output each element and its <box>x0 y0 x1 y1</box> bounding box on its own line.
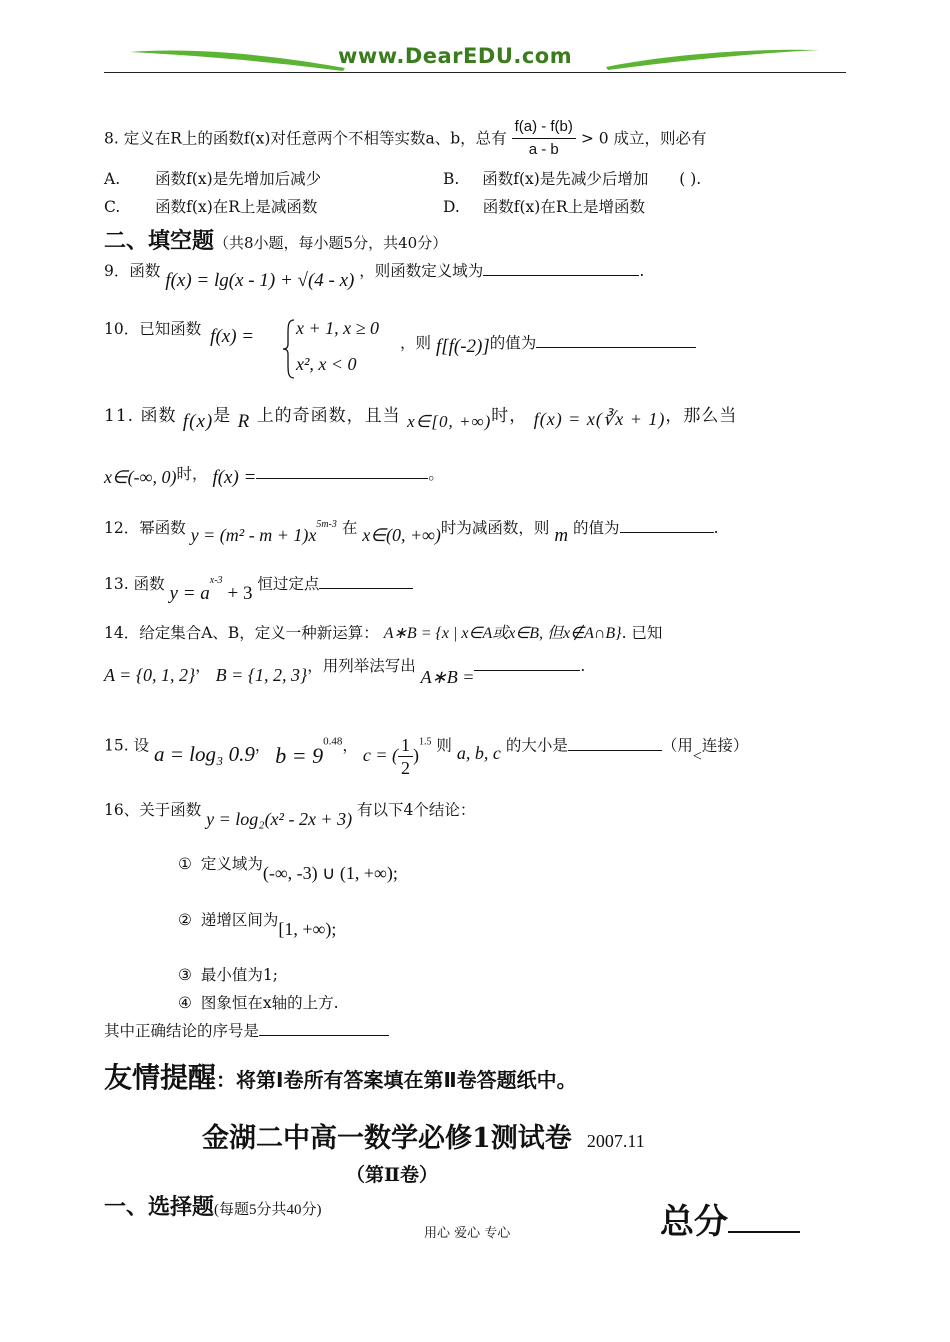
q12-t2: 时为减函数，则 <box>440 519 550 538</box>
total-score <box>660 1194 800 1243</box>
q14-end: . <box>580 657 586 675</box>
q11-t1: 是 <box>213 406 232 426</box>
q15-c-suffix: ) <box>412 744 419 765</box>
q14-set-a: A = {0, 1, 2} <box>104 665 196 685</box>
q9-answer-blank[interactable] <box>483 261 639 276</box>
q10-answer-blank[interactable] <box>536 333 696 348</box>
question-13 <box>104 570 413 605</box>
q9-suffix: ，则函数定义域为 <box>359 262 484 280</box>
q15-c-exponent: 1.5 <box>418 736 432 748</box>
q15-sep1: ， <box>254 736 271 755</box>
q8-fraction <box>512 116 576 161</box>
q13-answer-blank[interactable] <box>319 574 413 589</box>
q8-option-c-label: C. <box>104 198 121 216</box>
q12-exponent: 5m-3 <box>316 519 337 530</box>
q11-t3: 时， <box>491 406 528 426</box>
q11-t4: ，那么当 <box>665 406 738 426</box>
q13-suffix: 恒过定点 <box>257 575 320 594</box>
question-8 <box>104 116 707 161</box>
q14-expr: A∗B = <box>420 667 475 687</box>
paper-title: 金湖二中高一数学必修1测试卷 <box>202 1123 572 1154</box>
q16-item-3 <box>178 964 278 986</box>
q9-formula: f(x) = lg(x - 1) + √(4 - x) <box>165 270 355 291</box>
paper-subtitle: （第Ⅱ卷） <box>346 1164 439 1186</box>
q8-tail: > 0 成立，则必有 <box>580 129 707 148</box>
q16-suffix: 有以下4个结论： <box>357 801 476 819</box>
q15-prefix: 15. 设 <box>104 736 150 755</box>
q15-sep2: ， <box>342 736 358 755</box>
question-9 <box>104 260 645 291</box>
section-1-title: 一、选择题 <box>104 1195 215 1220</box>
q11-answer-blank[interactable] <box>256 467 428 479</box>
q10-expr: f[f(-2)] <box>435 336 490 357</box>
q8-option-c-text: 函数f(x)在R上是减函数 <box>155 198 318 216</box>
q13-formula: y = a <box>169 583 210 605</box>
q11-end: 。 <box>428 465 444 483</box>
q13-prefix: 13. 函数 <box>104 575 165 594</box>
q14-set-b: B = {1, 2, 3} <box>215 665 308 685</box>
section-2-title: 二、填空题 <box>104 229 215 254</box>
q16-item-2-math: [1, +∞); <box>278 919 337 939</box>
q10-prefix: 10．已知函数 <box>104 320 202 338</box>
q14-answer-blank[interactable] <box>474 656 580 671</box>
q12-t3: 的值为 <box>573 519 620 538</box>
q11-f1: f(x) <box>182 411 214 432</box>
q14-prefix: 14．给定集合A、B，定义一种新运算： <box>104 624 379 642</box>
question-16 <box>104 798 476 829</box>
q16-item-2-text: 递增区间为 <box>200 911 279 929</box>
reminder-text: ：将第Ⅰ卷所有答案填在第Ⅱ卷答题纸中。 <box>216 1068 577 1092</box>
question-15 <box>104 724 749 778</box>
q15-c-prefix: c = ( <box>362 744 398 765</box>
q16-item-4 <box>178 992 339 1014</box>
q8-frac-numerator: f(a) - f(b) <box>512 116 576 139</box>
q11-f2: f(x) = x(∛x + 1) <box>533 409 666 429</box>
q15-t2: 的大小是 <box>505 736 568 755</box>
q14-tail: . 已知 <box>621 624 663 642</box>
header-divider <box>104 72 846 73</box>
q8-option-c <box>104 196 317 218</box>
q15-t4: 连接） <box>701 736 749 755</box>
question-10 <box>104 320 255 347</box>
paper-date: 2007.11 <box>586 1131 645 1151</box>
q16-item-1 <box>178 852 398 883</box>
q15-a: a = log₃ 0.9 <box>154 741 255 766</box>
section-1-heading <box>104 1190 322 1221</box>
q12-t1: 在 <box>341 519 358 538</box>
q15-vars: a, b, c <box>456 742 501 763</box>
q16-item-2-num: ② <box>178 911 192 929</box>
q8-option-d <box>443 196 645 218</box>
q14-line-2 <box>104 654 586 687</box>
q11-R: R <box>237 411 251 432</box>
q8-answer-paren: ( ). <box>679 170 702 188</box>
q16-item-1-num: ① <box>178 855 192 873</box>
q14-sep: ， <box>195 657 211 675</box>
q12-answer-blank[interactable] <box>620 518 714 533</box>
q15-t3: （用 <box>661 736 693 755</box>
q15-c-fraction <box>398 734 413 779</box>
q15-c-num: 1 <box>398 734 413 757</box>
question-12 <box>104 514 719 547</box>
q16-prefix: 16、关于函数 <box>104 801 202 819</box>
question-11 <box>104 404 738 432</box>
footer-text: 用心 爱心 专心 <box>424 1226 511 1241</box>
q10-tail <box>400 332 696 357</box>
q16-item-2 <box>178 908 337 939</box>
q16-answer-blank[interactable] <box>259 1021 389 1036</box>
q9-prefix: 9．函数 <box>104 262 161 280</box>
q15-lt: < <box>692 747 702 765</box>
q15-c-den: 2 <box>400 758 410 778</box>
q8-option-b-label: B. <box>443 170 460 188</box>
q16-item-1-text: 定义域为 <box>200 855 263 873</box>
q16-item-1-math: (-∞, -3) ∪ (1, +∞); <box>262 863 398 883</box>
section-2-note: （共8小题，每小题5分，共40分） <box>214 234 448 252</box>
q12-formula: y = (m² - m + 1)x <box>190 525 317 546</box>
q10-brace <box>282 318 296 380</box>
q8-option-a-text: 函数f(x)是先增加后减少 <box>155 170 322 188</box>
q12-domain: x∈(0, +∞) <box>362 525 441 546</box>
q11-t2: 上的奇函数，且当 <box>256 406 401 426</box>
q8-frac-denominator: a - b <box>528 141 559 158</box>
q8-option-b <box>443 168 701 190</box>
q9-end: . <box>639 262 645 280</box>
q11-line-2 <box>104 462 444 488</box>
q11-dom1: x∈[0, +∞) <box>407 412 492 431</box>
q8-option-a <box>104 168 321 190</box>
total-score-label: 总分 <box>660 1202 728 1242</box>
q16-answer-label: 其中正确结论的序号是 <box>104 1022 260 1040</box>
q15-b: b = 9 <box>275 742 324 768</box>
q8-option-b-text: 函数f(x)是先减少后增加 <box>482 170 649 188</box>
reminder <box>104 1056 577 1096</box>
q12-var: m <box>554 525 569 547</box>
q8-option-a-label: A. <box>104 170 121 188</box>
q8-option-d-label: D. <box>443 198 460 216</box>
section-2-heading <box>104 224 447 255</box>
q16-item-4-text: 图象恒在x轴的上方. <box>200 994 339 1012</box>
q15-b-exponent: 0.48 <box>323 735 343 748</box>
paper-title-row <box>202 1116 645 1155</box>
q11-t5: 时， <box>176 465 208 483</box>
q8-stem: 8. 定义在R上的函数f(x)对任意两个不相等实数a、b，总有 <box>104 129 507 148</box>
q16-item-3-num: ③ <box>178 966 192 984</box>
reminder-title: 友情提醒 <box>104 1061 217 1094</box>
q15-answer-blank[interactable] <box>568 736 662 751</box>
q13-exponent: x-3 <box>209 575 223 586</box>
q16-item-3-text: 最小值为1; <box>200 966 278 984</box>
q10-case-2: x², x < 0 <box>296 354 357 374</box>
q14-definition: A∗B = {x | x∈A或x∈B, 但x∉A∩B} <box>383 625 622 642</box>
q14-t2: ，用列举法写出 <box>307 657 416 675</box>
q8-option-d-text: 函数f(x)在R上是增函数 <box>482 198 645 216</box>
q10-lhs: f(x) = <box>210 326 255 347</box>
q15-t1: 则 <box>436 736 452 755</box>
total-score-blank[interactable] <box>728 1201 800 1233</box>
q12-end: . <box>713 519 719 538</box>
question-14 <box>104 622 662 645</box>
q10-suffix: 的值为 <box>489 334 537 352</box>
q16-formula: y = log₂(x² - 2x + 3) <box>206 809 353 829</box>
q13-formula-tail: + 3 <box>227 583 253 605</box>
q10-case-1: x + 1, x ≥ 0 <box>296 318 380 338</box>
q12-prefix: 12．幂函数 <box>104 519 186 538</box>
section-1-note: (每题5分共40分) <box>214 1202 322 1218</box>
q16-item-4-num: ④ <box>178 994 192 1012</box>
q11-f3: f(x) = <box>212 467 257 488</box>
q16-answer <box>104 1020 389 1042</box>
q11-dom2: x∈(-∞, 0) <box>104 467 177 487</box>
site-logo-text: www.DearEDU.com <box>338 44 573 68</box>
q11-prefix: 11. 函数 <box>104 406 177 426</box>
q10-mid: ，则 <box>400 334 432 352</box>
